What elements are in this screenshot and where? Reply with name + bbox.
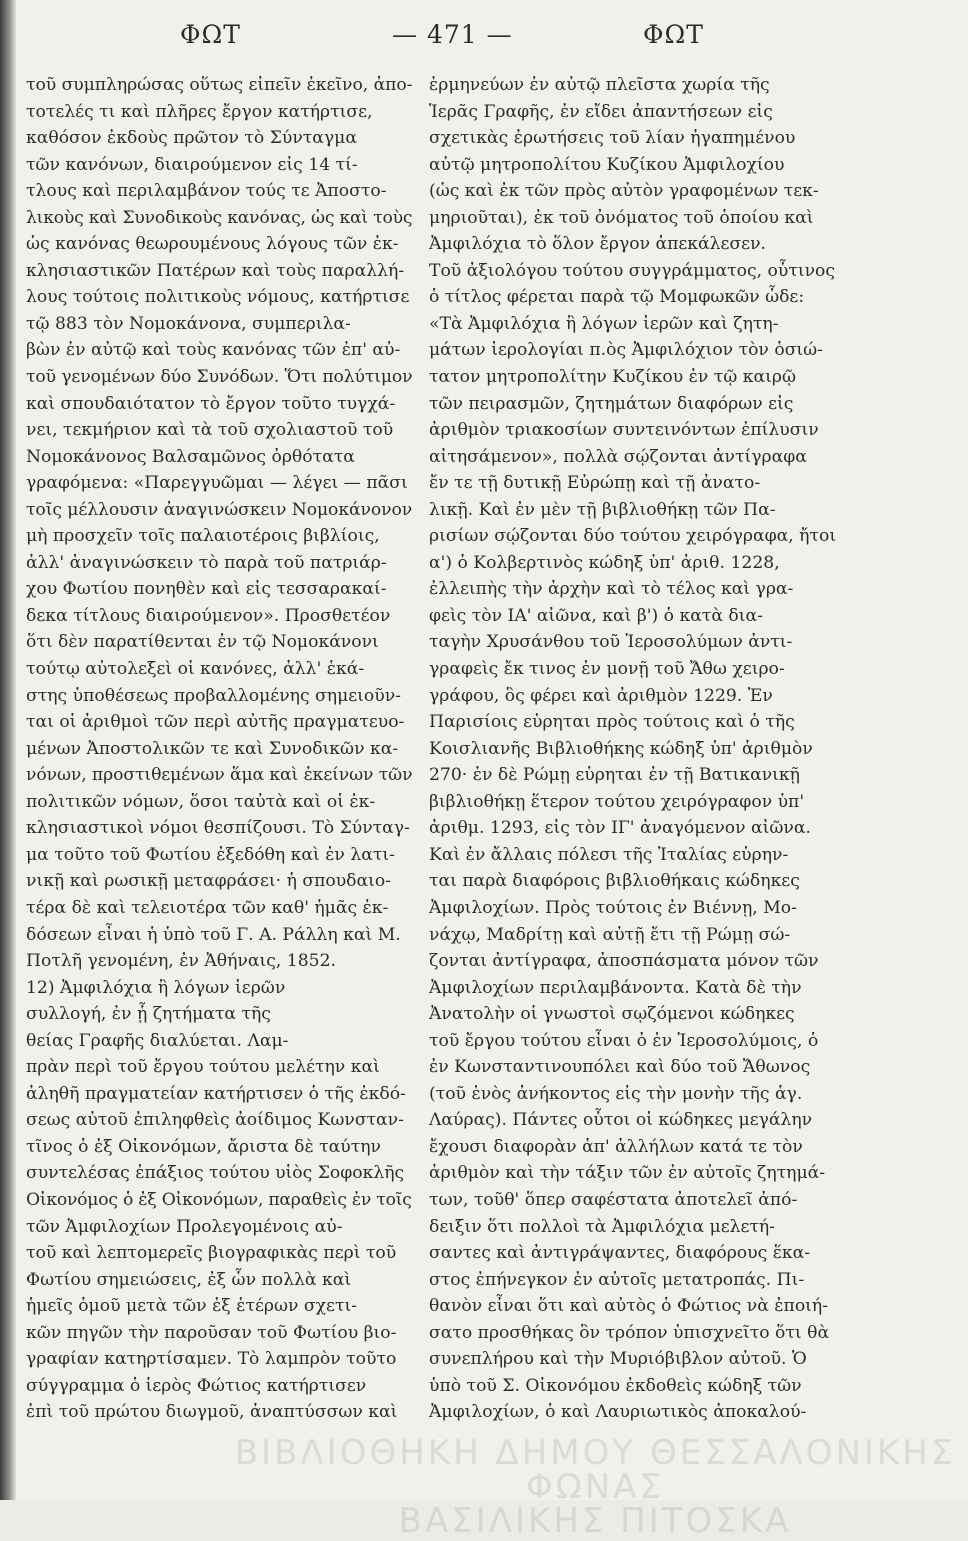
text-line: γραφίαν κατηρτίσαμεν. Τὸ λαμπρὸν τοῦτο: [26, 1349, 397, 1370]
text-line: ἀριθμὸν τριακοσίων συντεινόντων ἐπίλυσιν: [429, 420, 819, 441]
text-line: τοτελές τι καὶ πλῆρες ἔργον κατήρτισε,: [26, 101, 373, 122]
text-line: Ἀνατολὴν οἱ γνωστοὶ σῳζόμενοι κώδηκες: [429, 1004, 795, 1025]
text-line: κῶν πηγῶν τὴν παροῦσαν τοῦ Φωτίου βιο-: [26, 1322, 397, 1343]
text-line: νικῇ καὶ ρωσικῇ μεταφράσει· ἡ σπουδαιο-: [26, 871, 392, 892]
text-line: Οἰκονόμος ὁ ἐξ Οἰκονόμων, παραθεὶς ἐν τοῖς: [26, 1189, 412, 1210]
text-line: τλους καὶ περιλαμβάνον τούς τε Ἀποστο-: [26, 181, 387, 202]
text-line: (τοῦ ἑνὸς ἀνήκοντος εἰς τὴν μονὴν τῆς ἁγ.: [429, 1083, 803, 1104]
text-line: 270· ἐν δὲ Ρώμῃ εὑρηται ἐν τῇ Βατικανικῇ: [429, 765, 800, 786]
text-line: βιβλιοθήκῃ ἕτερον τούτου χειρόγραφον ὑπ': [429, 791, 805, 812]
text-line: γραφόμενα: «Παρεγγυῶμαι — λέγει — πᾶσι: [26, 473, 408, 494]
text-line: νόνων, προστιθεμένων ἅμα καὶ ἐκείνων τῶν: [26, 765, 412, 786]
text-line: θανὸν εἶναι ὅτι καὶ αὐτὸς ὁ Φώτιος νὰ ἐποιή-: [429, 1296, 829, 1317]
text-line: στος ἐπήνεγκον ἐν αὐτοῖς μετατροπάς. Πι-: [429, 1269, 805, 1290]
text-line: τοῦ ἔργου τούτου εἶναι ὁ ἐν Ἱεροσολύμοις, ὁ: [429, 1030, 819, 1051]
text-line: συνεπλήρου καὶ τὴν Μυριόβιβλον αὐτοῦ. Ὁ: [429, 1349, 807, 1370]
watermark-line: ΒΑΣΙΛΙΚΗΣ ΠΙΤΟΣΚΑ: [398, 1501, 792, 1541]
text-line: κλησιαστικοὶ νόμοι θεσπίζουσι. Τὸ Σύνταγ-: [26, 818, 410, 839]
text-line: γραφεὶς ἔκ τινος ἐν μονῇ τοῦ Ἄθω χειρο-: [429, 659, 785, 680]
text-line: τοῦ καὶ λεπτομερεῖς βιογραφικὰς περὶ τοῦ: [26, 1243, 397, 1264]
text-line: ἔχουσι διαφορὰν ἀπ' ἀλλήλων κατά τε τὸν: [429, 1136, 803, 1157]
text-line: αὐτῷ μητροπολίτου Κυζίκου Ἀμφιλοχίου: [429, 154, 785, 175]
text-line: τῶν Ἀμφιλοχίων Προλεγομένοις αὐ-: [26, 1216, 343, 1237]
text-line: ἀληθῆ πραγματείαν κατήρτισεν ὁ τῆς ἐκδό-: [26, 1083, 406, 1104]
text-line: ὅτι δὲν παρατίθενται ἐν τῷ Νομοκάνονι: [26, 632, 379, 653]
text-line: τῶν κανόνων, διαιρούμενον εἰς 14 τί-: [26, 154, 358, 175]
text-line: σατο προσθήκας ὃν τρόπον ὑπισχνεῖτο ὅτι θὰ: [429, 1322, 830, 1343]
text-line: πολιτικῶν νόμων, ὅσοι ταὐτὰ καὶ οἱ ἐκ-: [26, 791, 376, 812]
text-line: Φωτίου σημειώσεις, ἐξ ὧν πολλὰ καὶ: [26, 1269, 352, 1290]
text-line: λικοὺς καὶ Συνοδικοὺς κανόνας, ὡς καὶ τοὺς: [26, 207, 412, 228]
text-line: κλησιαστικῶν Πατέρων καὶ τοὺς παραλλή-: [26, 260, 405, 281]
text-line: λους τούτοις πολιτικοὺς νόμους, κατήρτισε: [26, 287, 410, 308]
text-line: Νομοκάνονος Βαλσαμῶνος ὀρθότατα: [26, 446, 355, 467]
text-line: στης ὑποθέσεως προβαλλομένης σημειοῦν-: [26, 685, 401, 706]
text-line: νει, τεκμήριον καὶ τὰ τοῦ σχολιαστοῦ τοῦ: [26, 420, 394, 441]
text-line: Τοῦ ἀξιολόγου τούτου συγγράμματος, οὗτινος: [429, 260, 835, 281]
text-line: σεως αὐτοῦ ἐπιληφθεὶς ἀοίδιμος Κωνσταν-: [26, 1110, 404, 1131]
text-line: τοῖς μέλλουσιν ἀναγινώσκειν Νομοκάνονον: [26, 499, 412, 520]
text-line: γράφου, ὃς φέρει καὶ ἀριθμὸν 1229. Ἐν: [429, 685, 773, 706]
text-line: δεκα τίτλους διαιρούμενον». Προσθετέον: [26, 605, 391, 626]
text-line: 12) Ἀμφιλόχια ἢ λόγων ἱερῶν: [26, 977, 286, 998]
text-line: βὼν ἐν αὐτῷ καὶ τοὺς κανόνας τῶν ἐπ' αὐ-: [26, 340, 401, 361]
page-header: [0, 16, 968, 56]
text-line: τατον μητροπολίτην Κυζίκου ἐν τῷ καιρῷ: [429, 367, 796, 388]
watermark-line: ΒΙΒΛΙΟΘΗΚΗ ΔΗΜΟΥ ΘΕΣΣΑΛΟΝΙΚΗΣ ΦΩΝΑΣ: [234, 1433, 956, 1507]
text-line: μα τοῦτο τοῦ Φωτίου ἐξεδόθη καὶ ἐν λατι-: [26, 844, 395, 865]
text-line: ὑπὸ τοῦ Σ. Οἰκονόμου ἐκδοθεὶς κώδηξ τῶν: [429, 1375, 802, 1396]
text-line: τέρα δὲ καὶ τελειοτέρα τῶν καθ' ἡμᾶς ἐκ-: [26, 897, 389, 918]
text-line: ζονται ἀντίγραφα, ἀποσπάσματα μόνον τῶν: [429, 951, 819, 972]
text-line: Καὶ ἐν ἄλλαις πόλεσι τῆς Ἰταλίας εὑρην-: [429, 844, 789, 865]
page-number: — 471 —: [392, 20, 513, 49]
text-line: θείας Γραφῆς διαλύεται. Λαμ-: [26, 1030, 289, 1051]
text-line: σύγγραμμα ὁ ἱερὸς Φώτιος κατήρτισεν: [26, 1375, 367, 1396]
text-line: ἀλλ' ἀναγινώσκειν τὸ παρὰ τοῦ πατριάρ-: [26, 552, 387, 573]
text-line: μένων Ἀποστολικῶν τε καὶ Συνοδικῶν κα-: [26, 738, 399, 759]
text-line: ἑρμηνεύων ἐν αὐτῷ πλεῖστα χωρία τῆς: [429, 75, 770, 95]
text-line: «Τὰ Ἀμφιλόχια ἢ λόγων ἱερῶν καὶ ζητη-: [429, 313, 779, 334]
text-line: Παρισίοις εὑρηται πρὸς τούτοις καὶ ὁ τῆς: [429, 712, 795, 733]
text-line: Ἀμφιλοχίων περιλαμβάνοντα. Κατὰ δὲ τὴν: [429, 977, 802, 998]
text-line: Κοισλιανῆς Βιβλιοθήκης κώδηξ ὑπ' ἀριθμὸν: [429, 738, 813, 759]
text-line: Ἀμφιλοχίων, ὁ καὶ Λαυριωτικὸς ἀποκαλού-: [429, 1402, 807, 1423]
text-line: Ποτλῆ γενομένη, ἐν Ἀθήναις, 1852.: [26, 951, 336, 972]
text-line: των, τοῦθ' ὅπερ σαφέστατα ἀποτελεῖ ἀπό-: [429, 1189, 798, 1210]
text-line: ἐπὶ τοῦ πρώτου διωγμοῦ, ἀναπτύσσων καὶ: [26, 1402, 398, 1423]
text-line: ὡς κανόνας θεωρουμένους λόγους τῶν ἐκ-: [26, 234, 399, 255]
text-line: ἔν τε τῇ δυτικῇ Εὐρώπῃ καὶ τῇ ἀνατο-: [429, 473, 761, 494]
text-line: σχετικὰς ἐρωτήσεις τοῦ λίαν ἠγαπημένου: [429, 128, 796, 149]
text-line: Λαύρας). Πάντες οὗτοι οἱ κώδηκες μεγάλην: [429, 1110, 813, 1131]
text-line: Ἀμφιλοχίων. Πρὸς τούτοις ἐν Βιέννῃ, Μο-: [429, 897, 797, 918]
library-watermark: [225, 1433, 965, 1541]
right-column: [429, 72, 850, 1426]
text-line: (ὡς καὶ ἐκ τῶν πρὸς αὐτὸν γραφομένων τεκ-: [429, 181, 819, 202]
text-line: α') ὁ Κολβερτινὸς κώδηξ ὑπ' ἀριθ. 1228,: [429, 552, 780, 573]
text-line: αἰτησάμενον», πολλὰ σῴζονται ἀντίγραφα: [429, 446, 807, 467]
text-line: τοῦ συμπληρώσας οὕτως εἰπεῖν ἐκεῖνο, ἀπο-: [26, 75, 412, 95]
text-line: τῷ 883 τὸν Νομοκάνονα, συμπεριλα-: [26, 313, 351, 334]
text-line: δειξιν ὅτι πολλοὶ τὰ Ἀμφιλόχια μελετή-: [429, 1216, 776, 1237]
text-line: ἐν Κωνσταντινουπόλει καὶ δύο τοῦ Ἄθωνος: [429, 1057, 811, 1078]
text-line: συλλογή, ἐν ᾗ ζητήματα τῆς: [26, 1004, 271, 1025]
text-line: ται οἱ ἀριθμοὶ τῶν περὶ αὐτῆς πραγματευο-: [26, 712, 405, 733]
text-line: λικῇ. Καὶ ἐν μὲν τῇ βιβλιοθήκῃ τῶν Πα-: [429, 499, 776, 520]
text-line: τῖνος ὁ ἐξ Οἰκονόμων, ἄριστα δὲ ταύτην: [26, 1136, 381, 1157]
text-line: ἀριθμὸν καὶ τὴν τάξιν τῶν ἐν αὐτοῖς ζητημά-: [429, 1163, 826, 1184]
text-line: φεὶς τὸν ΙΑ' αἰῶνα, καὶ β') ὁ κατὰ δια-: [429, 605, 763, 626]
running-head-left: ΦΩΤ: [180, 20, 241, 49]
text-line: Ἀμφιλόχια τὸ ὅλον ἔργον ἀπεκάλεσεν.: [429, 234, 767, 255]
text-line: συντελέσας ἐπάξιος τούτου υἱὸς Σοφοκλῆς: [26, 1163, 405, 1184]
text-line: χου Φωτίου πονηθὲν καὶ εἰς τεσσαρακαί-: [26, 579, 387, 600]
text-line: τῶν πειρασμῶν, ζητημάτων διαφόρων εἰς: [429, 393, 794, 414]
text-line: καθόσον ἐκδοὺς πρῶτον τὸ Σύνταγμα: [26, 128, 357, 149]
running-head-right: ΦΩΤ: [643, 20, 704, 49]
text-line: πρὰν περὶ τοῦ ἔργου τούτου μελέτην καὶ: [26, 1057, 380, 1078]
text-line: ὁ τίτλος φέρεται παρὰ τῷ Μομφωκῶν ὧδε:: [429, 287, 805, 308]
text-line: ἡμεῖς ὁμοῦ μετὰ τῶν ἐξ ἑτέρων σχετι-: [26, 1296, 357, 1317]
text-line: τούτῳ αὐτολεξεὶ οἱ κανόνες, ἀλλ' ἑκά-: [26, 659, 365, 680]
text-line: Ἱερᾶς Γραφῆς, ἐν εἴδει ἀπαντήσεων εἰς: [429, 101, 773, 122]
book-spine-shadow: [0, 0, 16, 1500]
text-line: ἀριθμ. 1293, εἰς τὸν ΙΓ' ἀναγόμενον αἰῶνα.: [429, 818, 811, 839]
text-line: τοῦ γενομένων δύο Συνόδων. Ὅτι πολύτιμον: [26, 367, 412, 388]
text-line: νάχῳ, Μαδρίτῃ καὶ αὐτῇ ἔτι τῇ Ρώμῃ σώ-: [429, 924, 791, 945]
text-line: ἐλλειπὴς τὴν ἀρχὴν καὶ τὸ τέλος καὶ γρα-: [429, 579, 794, 600]
text-line: μηριοῦται), ἐκ τοῦ ὀνόματος τοῦ ὁποίου καὶ: [429, 207, 814, 228]
text-line: ται παρὰ διαφόροις βιβλιοθήκαις κώδηκες: [429, 871, 800, 892]
text-line: μὴ προσχεῖν τοῖς παλαιοτέροις βιβλίοις,: [26, 526, 380, 547]
text-line: δόσεων εἶναι ἡ ὑπὸ τοῦ Γ. Α. Ράλλη καὶ Μ.: [26, 924, 401, 945]
text-line: μάτων ἱερολογίαι π.ὸς Ἀμφιλόχιον τὸν ὁσιώ-: [429, 340, 823, 361]
text-line: καὶ σπουδαιότατον τὸ ἔργον τοῦτο τυγχά-: [26, 393, 396, 414]
text-line: ταγὴν Χρυσάνθου τοῦ Ἱεροσολύμων ἀντι-: [429, 632, 793, 653]
left-column: [26, 72, 412, 1426]
text-line: ρισίων σῴζονται δύο τούτου χειρόγραφα, ἤτοι: [429, 526, 837, 547]
text-line: σαντες καὶ ἀντιγράψαντες, διαφόρους ἕκα-: [429, 1243, 811, 1264]
